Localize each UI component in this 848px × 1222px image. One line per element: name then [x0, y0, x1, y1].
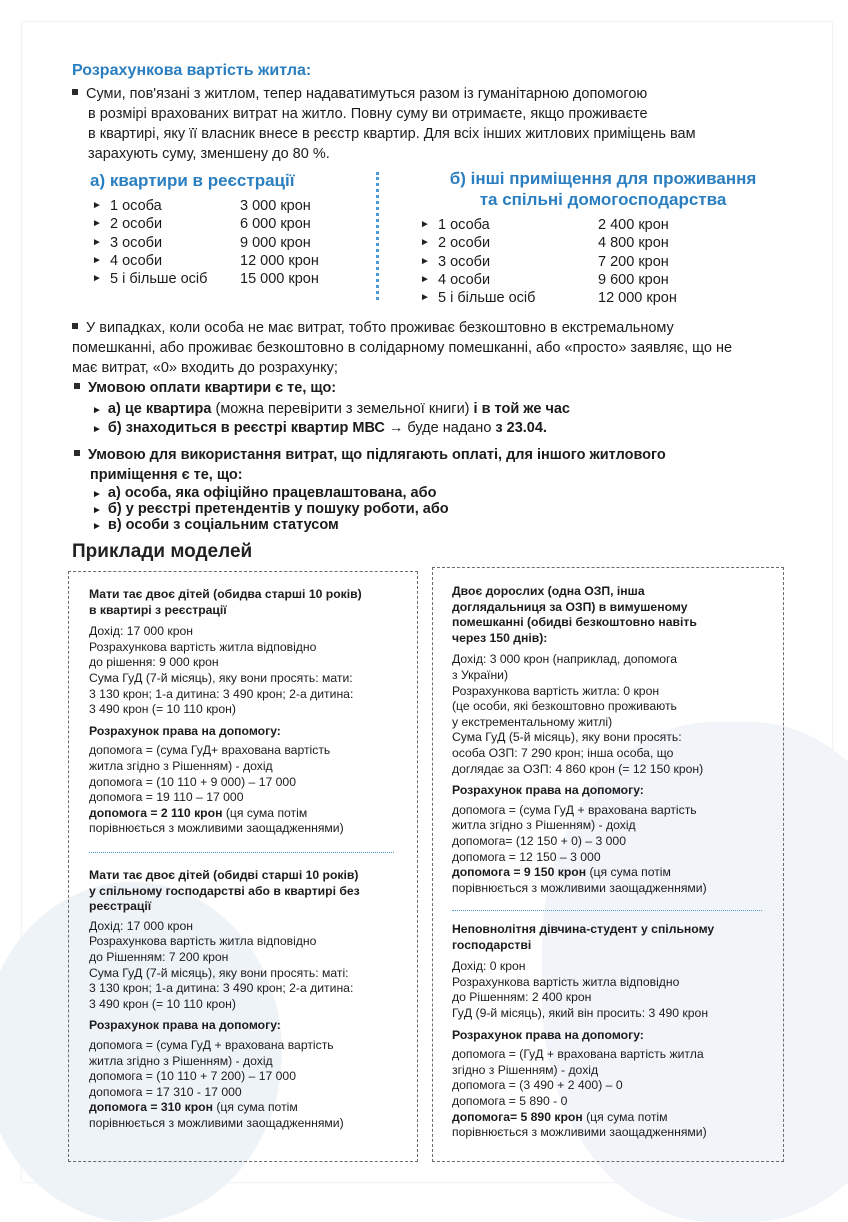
- example-card-3: Двоє дорослих (одна ОЗП, інша доглядальниця за ОЗП) в вимушеному помешканні (обидві безкоштовно навіть через 150 днів): Дохід: 3 000 крон (наприклад, допомога з України) Розрахункова вартість житла: 0 крон (це особи, які безкоштовно проживають у екстрементальному житлі) Сума ГуД (5-й місяць), яку вони просять: особа ОЗП: 7 290 крон; інша особа, що доглядає за ОЗП: 4 860 крон (= 12 150 крон) Розрахунок права на допомогу: допомога = (сума ГуД + врахована вартість житла згідно з Рішенням) - дохід допомога= (12 150 + 0) – 3 000 допомога = 12 150 – 3 000 допомога = 9 150 крон (ця сума потім порівнюється з можливими заощадженнями): [452, 584, 707, 895]
- triangle-bullet-icon: ►: [420, 292, 430, 304]
- example-card-4: Неповнолітня дівчина-студент у спільному господарстві Дохід: 0 крон Розрахункова вартість житла відповідно до Рішенням: 2 400 крон ГуД (9-й місяць), який він просить: 3 490 крон Розрахунок права на допомогу: допомога = (ГуД + врахована вартість житла згідно з Рішенням) - дохід допомога = (3 490 + 2 400) – 0 допомога = 5 890 - 0 допомога= 5 890 крон (ця сума потім порівнюється з можливими заощадженнями): [452, 922, 715, 1140]
- condition-2-item: ► а) особа, яка офіційно працевлаштована, або: [92, 485, 437, 501]
- column-b-rates: [420, 216, 690, 307]
- column-b-title: б) інші приміщення для проживання та спільні домогосподарства: [449, 169, 757, 209]
- card-separator: [89, 852, 394, 853]
- triangle-bullet-icon: ►: [92, 273, 102, 285]
- square-bullet-icon: [72, 89, 78, 95]
- rate-row: ► 2 особи 4 800 крон: [420, 235, 669, 252]
- rate-row: ► 4 особи 9 600 крон: [420, 271, 669, 288]
- condition-1-title: Умовою оплати квартири є те, що:: [74, 378, 336, 398]
- triangle-bullet-icon: ►: [92, 218, 102, 230]
- square-bullet-icon: [74, 450, 80, 456]
- column-a-title: а) квартири в реєстрації: [90, 171, 295, 190]
- intro-line: Суми, пов'язані з житлом, тепер надаватимуться разом із гуманітарною допомогою: [72, 84, 784, 104]
- triangle-bullet-icon: ►: [92, 236, 102, 248]
- examples-title: Приклади моделей: [72, 541, 253, 562]
- rate-row: ► 5 і більше осіб 12 000 крон: [420, 290, 677, 307]
- rate-row: ► 3 особи 7 200 крон: [420, 253, 669, 270]
- intro-line: в розмірі врахованих витрат на житло. Повну суму ви отримаєте, якщо проживаєте: [88, 106, 648, 122]
- condition-1-item-a: ► а) це квартира (можна перевірити з земельної книги) і в той же час: [92, 401, 570, 417]
- rate-row: ► 1 особа 2 400 крон: [420, 217, 669, 233]
- intro-line: зарахують суму, зменшену до 80 %.: [88, 146, 330, 162]
- triangle-bullet-icon: ►: [92, 489, 102, 500]
- triangle-bullet-icon: ►: [420, 255, 430, 267]
- intro-paragraph: [72, 84, 784, 164]
- example-card-1: Мати тає двоє дітей (обидва старші 10 років) в квартирі з реєстрації Дохід: 17 000 крон Розрахункова вартість житла відповідно до рішення: 9 000 крон Сума ГуД (7-й місяць), яку вони просять: мати: 3 130 крон; 1-а дитина: 3 490 крон; 2-а дитина: 3 490 крон (= 10 110 крон) Розрахунок права на допомогу: допомога = (сума ГуД+ врахована вартість житла згідно з Рішенням) - дохід допомога = (10 110 + 9 000) – 17 000 допомога = 19 110 – 17 000 допомога = 2 110 крон (ця сума потім порівнюється з можливими заощадженнями): [89, 587, 362, 836]
- condition-1-item-b: ► б) знаходиться в реєстрі квартир МВС → буде надано з 23.04.: [92, 420, 547, 436]
- case-paragraph: [72, 318, 784, 378]
- triangle-bullet-icon: ►: [92, 505, 102, 516]
- square-bullet-icon: [72, 323, 78, 329]
- triangle-bullet-icon: ►: [420, 237, 430, 249]
- square-bullet-icon: [74, 383, 80, 389]
- page-heading: Розрахункова вартість житла:: [72, 62, 312, 79]
- condition-2-item: ► в) особи з соціальним статусом: [92, 517, 339, 533]
- card-separator: [452, 910, 762, 911]
- case-line: У випадках, коли особа не має витрат, тобто проживає безкоштовно в екстремальному: [72, 318, 784, 338]
- column-a-rates: [92, 197, 342, 288]
- triangle-bullet-icon: ►: [420, 273, 430, 285]
- condition-2-item: ► б) у реєстрі претендентів у пошуку роботи, або: [92, 501, 449, 517]
- column-divider: [376, 172, 379, 300]
- case-line: має витрат, «0» входить до розрахунку;: [72, 360, 338, 376]
- condition-2-title: Умовою для використання витрат, що підлягають оплаті, для іншого житлового приміщення є те, що:: [74, 445, 786, 485]
- triangle-bullet-icon: ►: [420, 219, 430, 230]
- triangle-bullet-icon: ►: [92, 424, 102, 435]
- intro-line: в квартирі, яку її власник внесе в реєстр квартир. Для всіх інших житлових приміщень вам: [88, 126, 696, 142]
- triangle-bullet-icon: ►: [92, 254, 102, 266]
- triangle-bullet-icon: ►: [92, 521, 102, 532]
- triangle-bullet-icon: ►: [92, 405, 102, 416]
- rate-row: ► 5 і більше осіб 15 000 крон: [92, 271, 319, 288]
- triangle-bullet-icon: ►: [92, 200, 102, 211]
- rate-row: ► 1 особа 3 000 крон: [92, 198, 311, 214]
- rate-row: ► 4 особи 12 000 крон: [92, 252, 319, 269]
- rate-row: ► 3 особи 9 000 крон: [92, 234, 311, 251]
- rate-row: ► 2 особи 6 000 крон: [92, 216, 311, 233]
- case-line: помешканні, або проживає безкоштовно в солідарному помешканні, або «просто» заявляє, що не: [72, 340, 733, 356]
- example-card-2: Мати тає двоє дітей (обидві старші 10 років) у спільному господарстві або в квартирі без реєстрації Дохід: 17 000 крон Розрахункова вартість житла відповідно до Рішенням: 7 200 крон Сума ГуД (7-й місяць), яку вони просять: маті: 3 130 крон; 1-а дитина: 3 490 крон; 2-а дитина: 3 490 крон (= 10 110 крон) Розрахунок права на допомогу: допомога = (сума ГуД + врахована вартість житла згідно з Рішенням) - дохід допомога = (10 110 + 7 200) – 17 000 допомога = 17 310 - 17 000 допомога = 310 крон (ця сума потім порівнюється з можливими заощадженнями): [89, 868, 360, 1130]
